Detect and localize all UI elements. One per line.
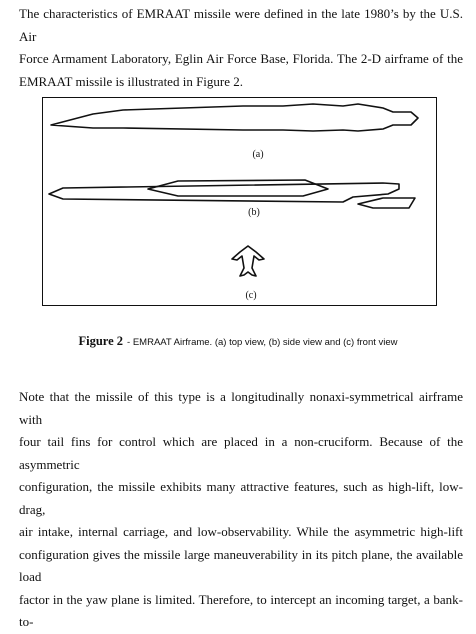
intro-line-1: The characteristics of EMRAAT missile were defined in the late 1980’s by the U.S. Air — [19, 6, 463, 44]
body-line-3: configuration, the missile exhibits many attractive features, such as high-lift, low-drag, — [19, 479, 463, 517]
intro-line-3: EMRAAT missile is illustrated in Figure 2. — [19, 73, 244, 89]
body-line-1: Note that the missile of this type is a longitudinally nonaxi-symmetrical airframe with — [19, 389, 463, 427]
label-front-view: (c) — [245, 290, 257, 301]
body-line-2: four tail fins for control which are placed in a non-cruciform. Because of the asymmetric — [19, 434, 463, 472]
figure-caption-text: - EMRAAT Airframe. (a) top view, (b) side view and (c) front view — [127, 337, 398, 348]
emraat-airframe-drawing — [43, 98, 438, 307]
intro-paragraph — [19, 3, 463, 93]
label-top-view: (a) — [252, 149, 264, 160]
body-paragraph — [19, 386, 463, 634]
top-view-airframe — [51, 104, 418, 131]
figure-2-frame — [42, 97, 437, 306]
front-view-airframe — [232, 246, 264, 276]
label-side-view: (b) — [248, 207, 260, 218]
intro-line-2: Force Armament Laboratory, Eglin Air Force Base, Florida. The 2-D airframe of the — [19, 51, 463, 66]
body-line-4: air intake, internal carriage, and low-observability. While the asymmetric high-lift — [19, 524, 463, 539]
body-line-5: configuration gives the missile large maneuverability in its pitch plane, the available load — [19, 546, 463, 584]
figure-caption — [0, 332, 476, 350]
side-view-canopy — [148, 180, 328, 196]
figure-caption-label: Figure 2 — [78, 334, 124, 348]
body-line-6: factor in the yaw plane is limited. Therefore, to intercept an incoming target, a bank-to- — [19, 591, 463, 629]
side-view-airframe-body — [49, 183, 399, 202]
side-view-intake — [358, 198, 415, 208]
